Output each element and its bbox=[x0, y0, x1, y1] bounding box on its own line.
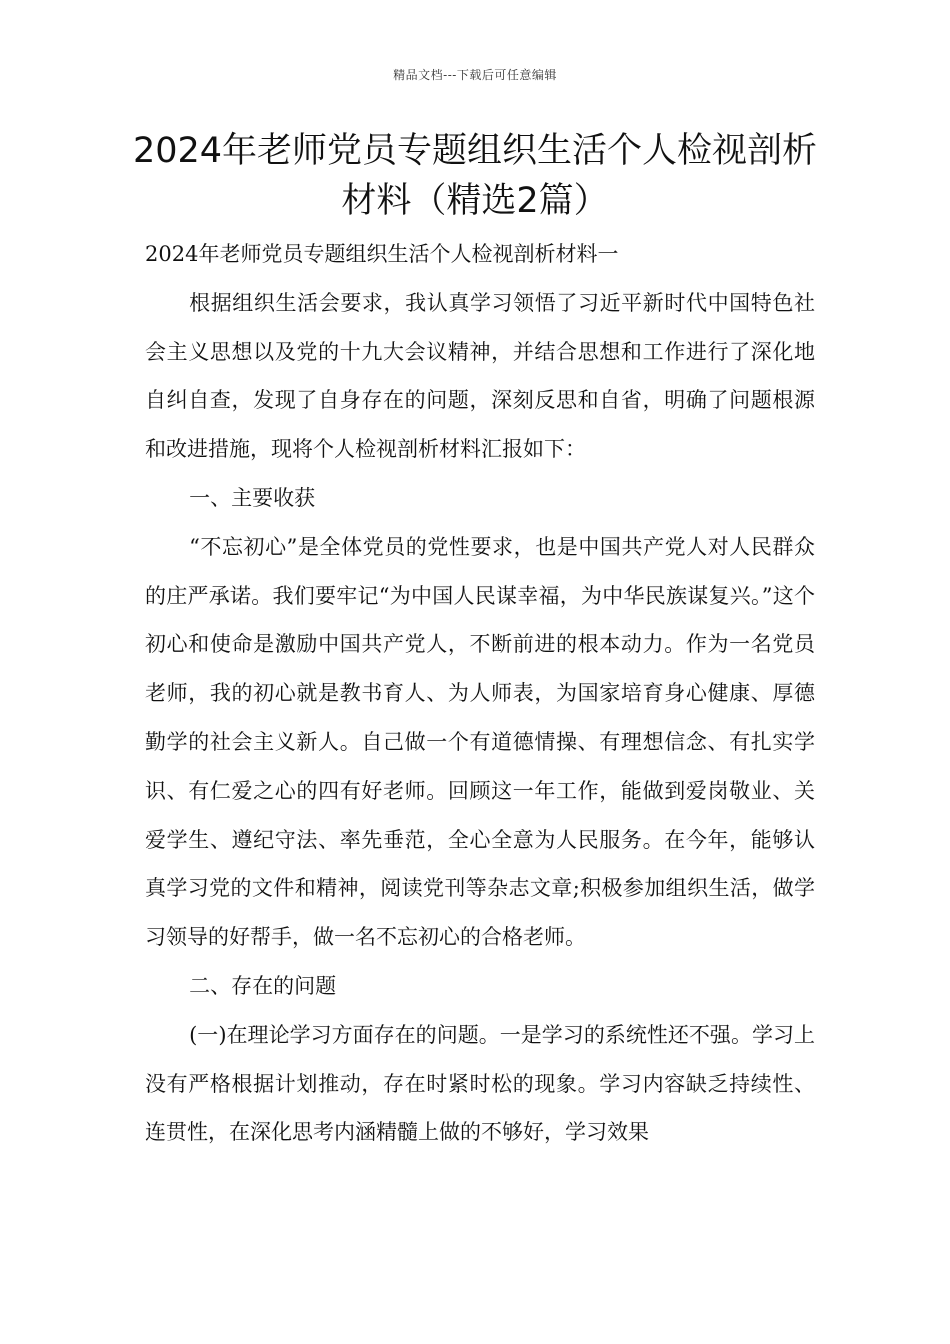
document-body bbox=[145, 230, 815, 1157]
paragraph-intro: 根据组织生活会要求，我认真学习领悟了习近平新时代中国特色社会主义思想以及党的十九大会议精神，并结合思想和工作进行了深化地自纠自查，发现了自身存在的问题，深刻反思和自省，明确了问题根源和改进措施，现将个人检视剖析材料汇报如下： bbox=[145, 290, 815, 462]
paragraph-problems: (一)在理论学习方面存在的问题。一是学习的系统性还不强。学习上没有严格根据计划推动，存在时紧时松的现象。学习内容缺乏持续性、连贯性，在深化思考内涵精髓上做的不够好，学习效果 bbox=[145, 1022, 815, 1145]
section-subtitle: 2024年老师党员专题组织生活个人检视剖析材料一 bbox=[145, 242, 619, 266]
document-title: 2024年老师党员专题组织生活个人检视剖析材料（精选2篇） bbox=[132, 131, 818, 221]
paragraph-gains: “不忘初心”是全体党员的党性要求，也是中国共产党人对人民群众的庄严承诺。我们要牢记“为中国人民谋幸福，为中华民族谋复兴。”这个初心和使命是激励中国共产党人，不断前进的根本动力。作为一名党员老师，我的初心就是教书育人、为人师表，为国家培育身心健康、厚德勤学的社会主义新人。自己做一个有道德情操、有理想信念、有扎实学识、有仁爱之心的四有好老师。回顾这一年工作，能做到爱岗敬业、关爱学生、遵纪守法、率先垂范，全心全意为人民服务。在今年，能够认真学习党的文件和精神，阅读党刊等杂志文章;积极参加组织生活，做学习领导的好帮手，做一名不忘初心的合格老师。 bbox=[145, 534, 815, 950]
heading-problems: 二、存在的问题 bbox=[189, 973, 337, 998]
heading-main-gains: 一、主要收获 bbox=[189, 485, 316, 510]
header-note: 精品文档---下载后可任意编辑 bbox=[393, 68, 557, 82]
